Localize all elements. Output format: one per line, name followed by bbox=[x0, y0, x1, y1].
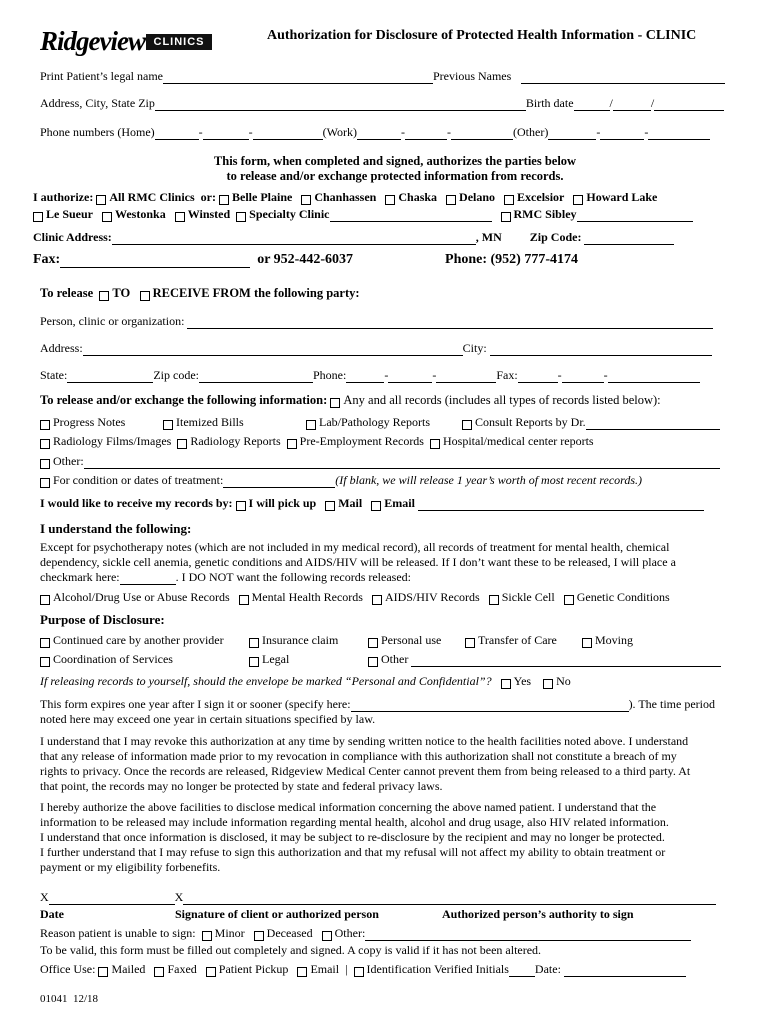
checkbox-genetic[interactable] bbox=[564, 595, 574, 605]
sign-other-label: Other: bbox=[334, 926, 366, 940]
home-area-field[interactable] bbox=[155, 128, 199, 140]
legal-name-field[interactable] bbox=[163, 72, 433, 84]
insurance-claim-label: Insurance claim bbox=[262, 633, 339, 647]
revoke-line-2: that any release of information made prior to my revocation in compliance with this authorization shall not constitute a breach of my bbox=[40, 749, 677, 763]
previous-names-field[interactable] bbox=[521, 72, 725, 84]
checkbox-minor[interactable] bbox=[202, 931, 212, 941]
checkbox-all-rmc[interactable] bbox=[96, 195, 106, 205]
default-fax: or 952-442-6037 bbox=[257, 252, 354, 267]
clinic-phone: Phone: (952) 777-4174 bbox=[445, 252, 579, 267]
authorize-row-2 bbox=[33, 207, 693, 222]
birth-slash-2: / bbox=[650, 96, 655, 110]
checkbox-mailed[interactable] bbox=[98, 967, 108, 977]
coordination-label: Coordination of Services bbox=[53, 652, 173, 666]
unable-sign-label: Reason patient is unable to sign: bbox=[40, 926, 196, 940]
mn-label: , MN bbox=[475, 230, 502, 244]
checkbox-le-sueur[interactable] bbox=[33, 212, 43, 222]
checkbox-chaska[interactable] bbox=[385, 195, 395, 205]
le-sueur-label: Le Sueur bbox=[46, 207, 94, 221]
radiology-films-label: Radiology Films/Images bbox=[53, 434, 172, 448]
date-signature-field[interactable] bbox=[49, 893, 175, 905]
info-heading-row bbox=[40, 393, 661, 408]
receive-from-label: RECEIVE FROM bbox=[152, 286, 251, 300]
party-fax-line[interactable] bbox=[608, 371, 700, 383]
office-use-row bbox=[40, 962, 686, 977]
minor-label: Minor bbox=[214, 926, 245, 940]
office-date-label: Date: bbox=[534, 962, 561, 976]
checkbox-purpose-other[interactable] bbox=[368, 657, 378, 667]
sign-other-field[interactable] bbox=[365, 929, 691, 941]
fax-phone-row bbox=[33, 252, 578, 268]
envelope-question: If releasing records to yourself, should the envelope be marked “Personal and Confidential”? bbox=[40, 674, 492, 688]
unable-sign-row bbox=[40, 926, 691, 941]
checkbox-mail[interactable] bbox=[325, 501, 335, 511]
mail-label: Mail bbox=[338, 496, 363, 510]
party-fax-prefix[interactable] bbox=[562, 371, 604, 383]
fax-label: Fax: bbox=[33, 252, 61, 267]
date-label: Date bbox=[40, 907, 64, 921]
dash: - bbox=[432, 368, 437, 382]
initials-field[interactable] bbox=[509, 965, 535, 977]
form-title: Authorization for Disclosure of Protected Health Information - CLINIC bbox=[267, 28, 697, 43]
checkbox-radiology-films[interactable] bbox=[40, 439, 50, 449]
checkbox-sign-other[interactable] bbox=[322, 931, 332, 941]
other-line-field[interactable] bbox=[648, 128, 710, 140]
authority-label: Authorized person’s authority to sign bbox=[442, 907, 634, 921]
checkbox-continued-care[interactable] bbox=[40, 638, 50, 648]
checkbox-alcohol-drug[interactable] bbox=[40, 595, 50, 605]
expire-text-b: ). The time period bbox=[628, 697, 715, 711]
info-other-row bbox=[40, 454, 720, 469]
signature-x-mark: X bbox=[174, 890, 184, 904]
any-all-label: Any and all records (includes all types of records listed below): bbox=[343, 393, 661, 407]
party-state-label: State: bbox=[40, 368, 68, 382]
party-fax-label: Fax: bbox=[496, 368, 518, 382]
home-prefix-field[interactable] bbox=[203, 128, 249, 140]
continued-care-label: Continued care by another provider bbox=[53, 633, 224, 647]
info-row-2 bbox=[40, 434, 594, 449]
address-field[interactable] bbox=[155, 99, 526, 111]
dash: - bbox=[603, 368, 608, 382]
delano-label: Delano bbox=[459, 190, 496, 204]
intro-line-2: to release and/or exchange protected information from records. bbox=[226, 169, 564, 183]
yes-label: Yes bbox=[513, 674, 532, 688]
party-address-field[interactable] bbox=[83, 344, 463, 356]
party-phone-area[interactable] bbox=[346, 371, 384, 383]
radiology-reports-label: Radiology Reports bbox=[190, 434, 281, 448]
checkbox-belle-plaine[interactable] bbox=[219, 195, 229, 205]
checkbox-deceased[interactable] bbox=[254, 931, 264, 941]
checkbox-faxed[interactable] bbox=[154, 967, 164, 977]
mental-health-label: Mental Health Records bbox=[251, 590, 363, 604]
lab-pathology-label: Lab/Pathology Reports bbox=[319, 415, 430, 429]
revoke-line-4: that point, the records may no longer be protected by state and federal privacy laws. bbox=[40, 779, 443, 793]
party-fax-area[interactable] bbox=[518, 371, 558, 383]
authorize-line-1: I hereby authorize the above facilities to disclose medical information concerning the above named patient. I understand that the bbox=[40, 800, 657, 814]
other-label: (Other) bbox=[513, 125, 549, 139]
logo-clinics-box: CLINICS bbox=[146, 34, 212, 50]
purpose-heading: Purpose of Disclosure: bbox=[40, 612, 165, 627]
checkbox-insurance-claim[interactable] bbox=[249, 638, 259, 648]
checkbox-westonka[interactable] bbox=[102, 212, 112, 222]
party-person-row bbox=[40, 314, 713, 329]
checkbox-aids-hiv[interactable] bbox=[372, 595, 382, 605]
intro-line-1: This form, when completed and signed, authorizes the parties below bbox=[213, 154, 577, 168]
genetic-label: Genetic Conditions bbox=[576, 590, 670, 604]
expire-line-1 bbox=[40, 697, 715, 712]
authorize-line-5: payment or my eligibility forbenefits. bbox=[40, 860, 221, 874]
specialty-clinic-label: Specialty Clinic bbox=[249, 207, 330, 221]
checkbox-chanhassen[interactable] bbox=[301, 195, 311, 205]
checkbox-progress-notes[interactable] bbox=[40, 420, 50, 430]
home-line-field[interactable] bbox=[253, 128, 323, 140]
checkmark-here-label: checkmark here: bbox=[40, 570, 120, 584]
party-phone-line[interactable] bbox=[436, 371, 496, 383]
or-label: or: bbox=[200, 190, 216, 204]
revoke-line-1: I understand that I may revoke this authorization at any time by sending written notice to the health facilities noted above. I understand bbox=[40, 734, 689, 748]
party-address-row bbox=[40, 341, 712, 356]
aids-hiv-label: AIDS/HIV Records bbox=[384, 590, 480, 604]
office-date-field[interactable] bbox=[564, 965, 686, 977]
signature-label: Signature of client or authorized person bbox=[175, 907, 379, 921]
dash: - bbox=[596, 125, 601, 139]
party-zip-field[interactable] bbox=[199, 371, 313, 383]
rmc-sibley-field[interactable] bbox=[577, 210, 693, 222]
patient-pickup-label: Patient Pickup bbox=[218, 962, 289, 976]
no-label: No bbox=[556, 674, 571, 688]
checkbox-lab-pathology[interactable] bbox=[306, 420, 316, 430]
party-city-field[interactable] bbox=[490, 344, 712, 356]
signature-field[interactable] bbox=[183, 893, 716, 905]
moving-label: Moving bbox=[595, 633, 634, 647]
excelsior-label: Excelsior bbox=[517, 190, 565, 204]
checkmark-here-field[interactable] bbox=[120, 573, 176, 585]
checkbox-moving[interactable] bbox=[582, 638, 592, 648]
expire-date-field[interactable] bbox=[351, 700, 629, 712]
belle-plaine-label: Belle Plaine bbox=[232, 190, 293, 204]
clinic-address-label: Clinic Address: bbox=[33, 230, 112, 244]
sickle-cell-label: Sickle Cell bbox=[501, 590, 555, 604]
authorize-row-1 bbox=[33, 190, 657, 205]
do-not-release-label: . I DO NOT want the following records released: bbox=[175, 570, 412, 584]
checkbox-email[interactable] bbox=[371, 501, 381, 511]
signature-line-row bbox=[40, 890, 716, 905]
party-city-label: City: bbox=[462, 341, 487, 355]
purpose-row-2 bbox=[40, 652, 721, 667]
info-heading: To release and/or exchange the following information: bbox=[40, 393, 328, 407]
checkbox-pre-employment[interactable] bbox=[287, 439, 297, 449]
party-address-label: Address: bbox=[40, 341, 83, 355]
envelope-row bbox=[40, 674, 571, 689]
work-prefix-field[interactable] bbox=[405, 128, 447, 140]
dash: - bbox=[644, 125, 649, 139]
party-state-row bbox=[40, 368, 700, 383]
checkbox-hospital-reports[interactable] bbox=[430, 439, 440, 449]
dash: - bbox=[198, 125, 203, 139]
fax-field[interactable] bbox=[60, 254, 250, 268]
checkbox-delano[interactable] bbox=[446, 195, 456, 205]
other-area-field[interactable] bbox=[548, 128, 596, 140]
receive-method-label: I would like to receive my records by: bbox=[40, 496, 233, 510]
to-label: TO bbox=[112, 286, 131, 300]
legal-name-label: Print Patient’s legal name bbox=[40, 69, 163, 83]
rmc-sibley-label: RMC Sibley bbox=[513, 207, 577, 221]
hospital-reports-label: Hospital/medical center reports bbox=[442, 434, 594, 448]
party-zip-label: Zip code: bbox=[153, 368, 199, 382]
condition-field[interactable] bbox=[223, 476, 335, 488]
birth-month-field[interactable] bbox=[574, 99, 610, 111]
info-row-1 bbox=[40, 415, 720, 430]
sensitive-records-row bbox=[40, 590, 670, 605]
other-prefix-field[interactable] bbox=[600, 128, 644, 140]
work-line-field[interactable] bbox=[451, 128, 513, 140]
itemized-bills-label: Itemized Bills bbox=[176, 415, 244, 429]
personal-use-label: Personal use bbox=[381, 633, 442, 647]
checkbox-rmc-sibley[interactable] bbox=[501, 212, 511, 222]
authorize-label: I authorize: bbox=[33, 190, 94, 204]
address-row bbox=[40, 96, 724, 111]
checkbox-coordination[interactable] bbox=[40, 657, 50, 667]
chanhassen-label: Chanhassen bbox=[314, 190, 377, 204]
checkbox-envelope-no[interactable] bbox=[543, 679, 553, 689]
checkbox-specialty-clinic[interactable] bbox=[236, 212, 246, 222]
legal-label: Legal bbox=[262, 652, 290, 666]
dash: - bbox=[401, 125, 406, 139]
checkbox-radiology-reports[interactable] bbox=[177, 439, 187, 449]
party-phone-label: Phone: bbox=[312, 368, 347, 382]
understand-line-1: Except for psychotherapy notes (which are not included in my medical record), all records of treatment for mental health, chemical bbox=[40, 540, 670, 554]
phone-row bbox=[40, 125, 710, 140]
understand-line-3 bbox=[40, 570, 411, 585]
deceased-label: Deceased bbox=[266, 926, 313, 940]
office-email-label: Email bbox=[310, 962, 340, 976]
previous-names-label: Previous Names bbox=[432, 69, 512, 83]
dash: - bbox=[557, 368, 562, 382]
dash: - bbox=[248, 125, 253, 139]
condition-note: (If blank, we will release 1 year’s worth of most recent records.) bbox=[335, 473, 643, 487]
purpose-other-field[interactable] bbox=[411, 655, 721, 667]
office-use-label: Office Use: bbox=[40, 962, 96, 976]
checkbox-excelsior[interactable] bbox=[504, 195, 514, 205]
purpose-row-1 bbox=[40, 633, 633, 648]
authorize-line-4: I further understand that I may refuse to sign this authorization and that my refusal will not affect my ability to obtain treatment or bbox=[40, 845, 666, 859]
westonka-label: Westonka bbox=[115, 207, 166, 221]
checkbox-receive-from[interactable] bbox=[140, 291, 150, 301]
winsted-label: Winsted bbox=[187, 207, 231, 221]
checkbox-patient-pickup[interactable] bbox=[206, 967, 216, 977]
checkbox-personal-use[interactable] bbox=[368, 638, 378, 648]
checkbox-office-email[interactable] bbox=[297, 967, 307, 977]
checkbox-sickle-cell[interactable] bbox=[489, 595, 499, 605]
understand-heading: I understand the following: bbox=[40, 521, 192, 536]
checkbox-envelope-yes[interactable] bbox=[501, 679, 511, 689]
to-release-label: To release bbox=[40, 286, 94, 300]
checkbox-pickup[interactable] bbox=[236, 501, 246, 511]
release-direction-row bbox=[40, 286, 360, 301]
authorize-line-3: I understand that once information is disclosed, it may be subject to re-disclosure by the recipient and may no longer be protected. bbox=[40, 830, 665, 844]
pre-employment-label: Pre-Employment Records bbox=[299, 434, 424, 448]
party-state-field[interactable] bbox=[67, 371, 153, 383]
checkbox-consult-reports[interactable] bbox=[462, 420, 472, 430]
ridgeview-logo bbox=[40, 26, 212, 58]
checkbox-legal[interactable] bbox=[249, 657, 259, 667]
expire-line-2: noted here may exceed one year in certain situations specified by law. bbox=[40, 712, 376, 726]
clinic-address-row bbox=[33, 230, 674, 245]
party-phone-prefix[interactable] bbox=[388, 371, 432, 383]
checkbox-info-other[interactable] bbox=[40, 459, 50, 469]
consult-doctor-field[interactable] bbox=[586, 418, 720, 430]
receive-method-row bbox=[40, 496, 704, 511]
phone-home-label: Phone numbers (Home) bbox=[40, 125, 155, 139]
form-number: 01041 12/18 bbox=[40, 993, 99, 1005]
checkbox-condition[interactable] bbox=[40, 478, 50, 488]
clinic-zip-label: Zip Code: bbox=[529, 230, 582, 244]
pickup-label: I will pick up bbox=[248, 496, 317, 510]
checkbox-itemized-bills[interactable] bbox=[163, 420, 173, 430]
date-x-mark: X bbox=[40, 890, 49, 904]
chaska-label: Chaska bbox=[398, 190, 438, 204]
email-field[interactable] bbox=[418, 499, 704, 511]
transfer-care-label: Transfer of Care bbox=[478, 633, 557, 647]
alcohol-drug-label: Alcohol/Drug Use or Abuse Records bbox=[53, 590, 230, 604]
authorize-line-2: information to be released may include information regarding mental health, alcohol and drug usage, also HIV related information. bbox=[40, 815, 669, 829]
signature-labels-row bbox=[40, 907, 634, 922]
email-label: Email bbox=[384, 496, 415, 510]
work-area-field[interactable] bbox=[357, 128, 401, 140]
party-person-label: Person, clinic or organization: bbox=[40, 314, 185, 328]
consult-reports-label: Consult Reports by Dr. bbox=[475, 415, 586, 429]
revoke-line-3: rights to privacy. Once the records are released, Ridgeview Medical Center cannot prevent them from being released to a third party. At bbox=[40, 764, 691, 778]
progress-notes-label: Progress Notes bbox=[53, 415, 126, 429]
birth-slash-1: / bbox=[609, 96, 613, 110]
separator: | bbox=[345, 962, 348, 976]
work-label: (Work) bbox=[322, 125, 358, 139]
condition-row bbox=[40, 473, 642, 488]
birth-date-label: Birth date bbox=[525, 96, 574, 110]
following-party-label: the following party: bbox=[254, 286, 360, 300]
understand-line-2: dependency, sickle cell anemia, genetic conditions and AIDS/HIV will be released. If I don’t want these to be released, I will place a bbox=[40, 555, 676, 569]
clinic-zip-field[interactable] bbox=[584, 233, 674, 245]
party-person-field[interactable] bbox=[187, 317, 713, 329]
dash: - bbox=[384, 368, 389, 382]
birth-day-field[interactable] bbox=[613, 99, 651, 111]
dash: - bbox=[447, 125, 452, 139]
expire-text-a: This form expires one year after I sign it or sooner (specify here: bbox=[40, 697, 351, 711]
patient-name-row bbox=[40, 69, 725, 84]
validity-note: To be valid, this form must be filled out completely and signed. A copy is valid if it has not been altered. bbox=[40, 943, 542, 957]
howard-lake-label: Howard Lake bbox=[586, 190, 658, 204]
purpose-other-label: Other bbox=[381, 652, 409, 666]
faxed-label: Faxed bbox=[167, 962, 197, 976]
checkbox-transfer-care[interactable] bbox=[465, 638, 475, 648]
checkbox-howard-lake[interactable] bbox=[573, 195, 583, 205]
checkbox-to[interactable] bbox=[99, 291, 109, 301]
birth-year-field[interactable] bbox=[654, 99, 724, 111]
checkbox-mental-health[interactable] bbox=[239, 595, 249, 605]
specialty-clinic-field[interactable] bbox=[330, 210, 492, 222]
all-rmc-label: All RMC Clinics bbox=[109, 190, 195, 204]
checkbox-id-verified[interactable] bbox=[354, 967, 364, 977]
info-other-field[interactable] bbox=[84, 457, 720, 469]
clinic-address-field[interactable] bbox=[112, 233, 476, 245]
condition-label: For condition or dates of treatment: bbox=[53, 473, 224, 487]
mailed-label: Mailed bbox=[111, 962, 146, 976]
checkbox-any-all[interactable] bbox=[330, 398, 340, 408]
checkbox-winsted[interactable] bbox=[175, 212, 185, 222]
address-label: Address, City, State Zip bbox=[40, 96, 155, 110]
id-verified-label: Identification Verified Initials bbox=[366, 962, 509, 976]
info-other-label: Other: bbox=[53, 454, 84, 468]
logo-script: Ridgeview bbox=[40, 26, 145, 56]
